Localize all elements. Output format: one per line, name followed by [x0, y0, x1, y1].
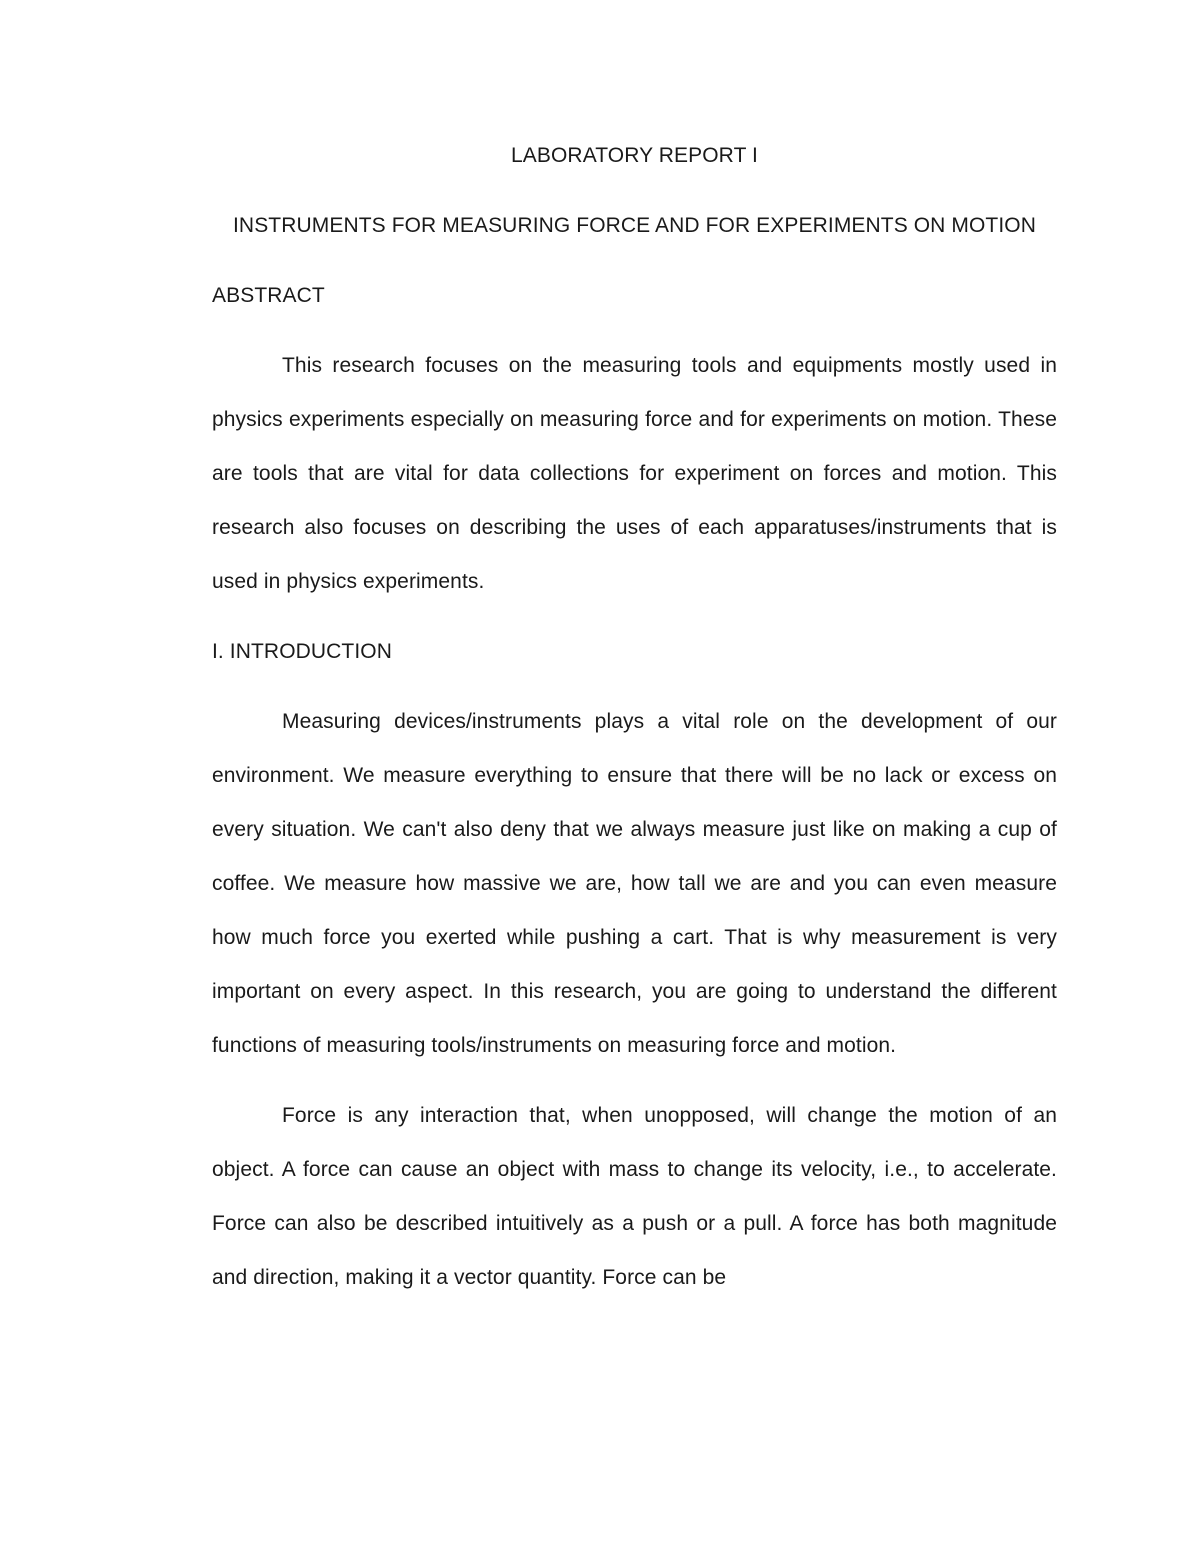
introduction-paragraph-2: Force is any interaction that, when unopposed, will change the motion of an object. A force can cause an object with mass to change its velocity, i.e., to accelerate. Force can also be described intuitively as a push or a pull. A force has both magnitude and direction, making it a vector quantity. Force can be: [212, 1104, 1057, 1289]
introduction-paragraph-1: Measuring devices/instruments plays a vital role on the development of our environment. We measure everything to ensure that there will be no lack or excess on every situation. We can't also deny that we always measure just like on making a cup of coffee. We measure how massive we are, how tall we are and you can even measure how much force you exerted while pushing a cart. That is why measurement is very important on every aspect. In this research, you are going to understand the different functions of measuring tools/instruments on measuring force and motion.: [212, 710, 1057, 1057]
document-body: [212, 129, 1057, 1305]
introduction-heading: I. INTRODUCTION: [212, 640, 392, 663]
abstract-heading: ABSTRACT: [212, 284, 325, 307]
abstract-paragraph: This research focuses on the measuring tools and equipments mostly used in physics experiments especially on measuring force and for experiments on motion. These are tools that are vital for data collections for experiment on forces and motion. This research also focuses on describing the uses of each apparatuses/instruments that is used in physics experiments.: [212, 354, 1057, 593]
report-title: LABORATORY REPORT I: [511, 144, 758, 167]
report-subtitle: INSTRUMENTS FOR MEASURING FORCE AND FOR EXPERIMENTS ON MOTION: [233, 214, 1036, 237]
